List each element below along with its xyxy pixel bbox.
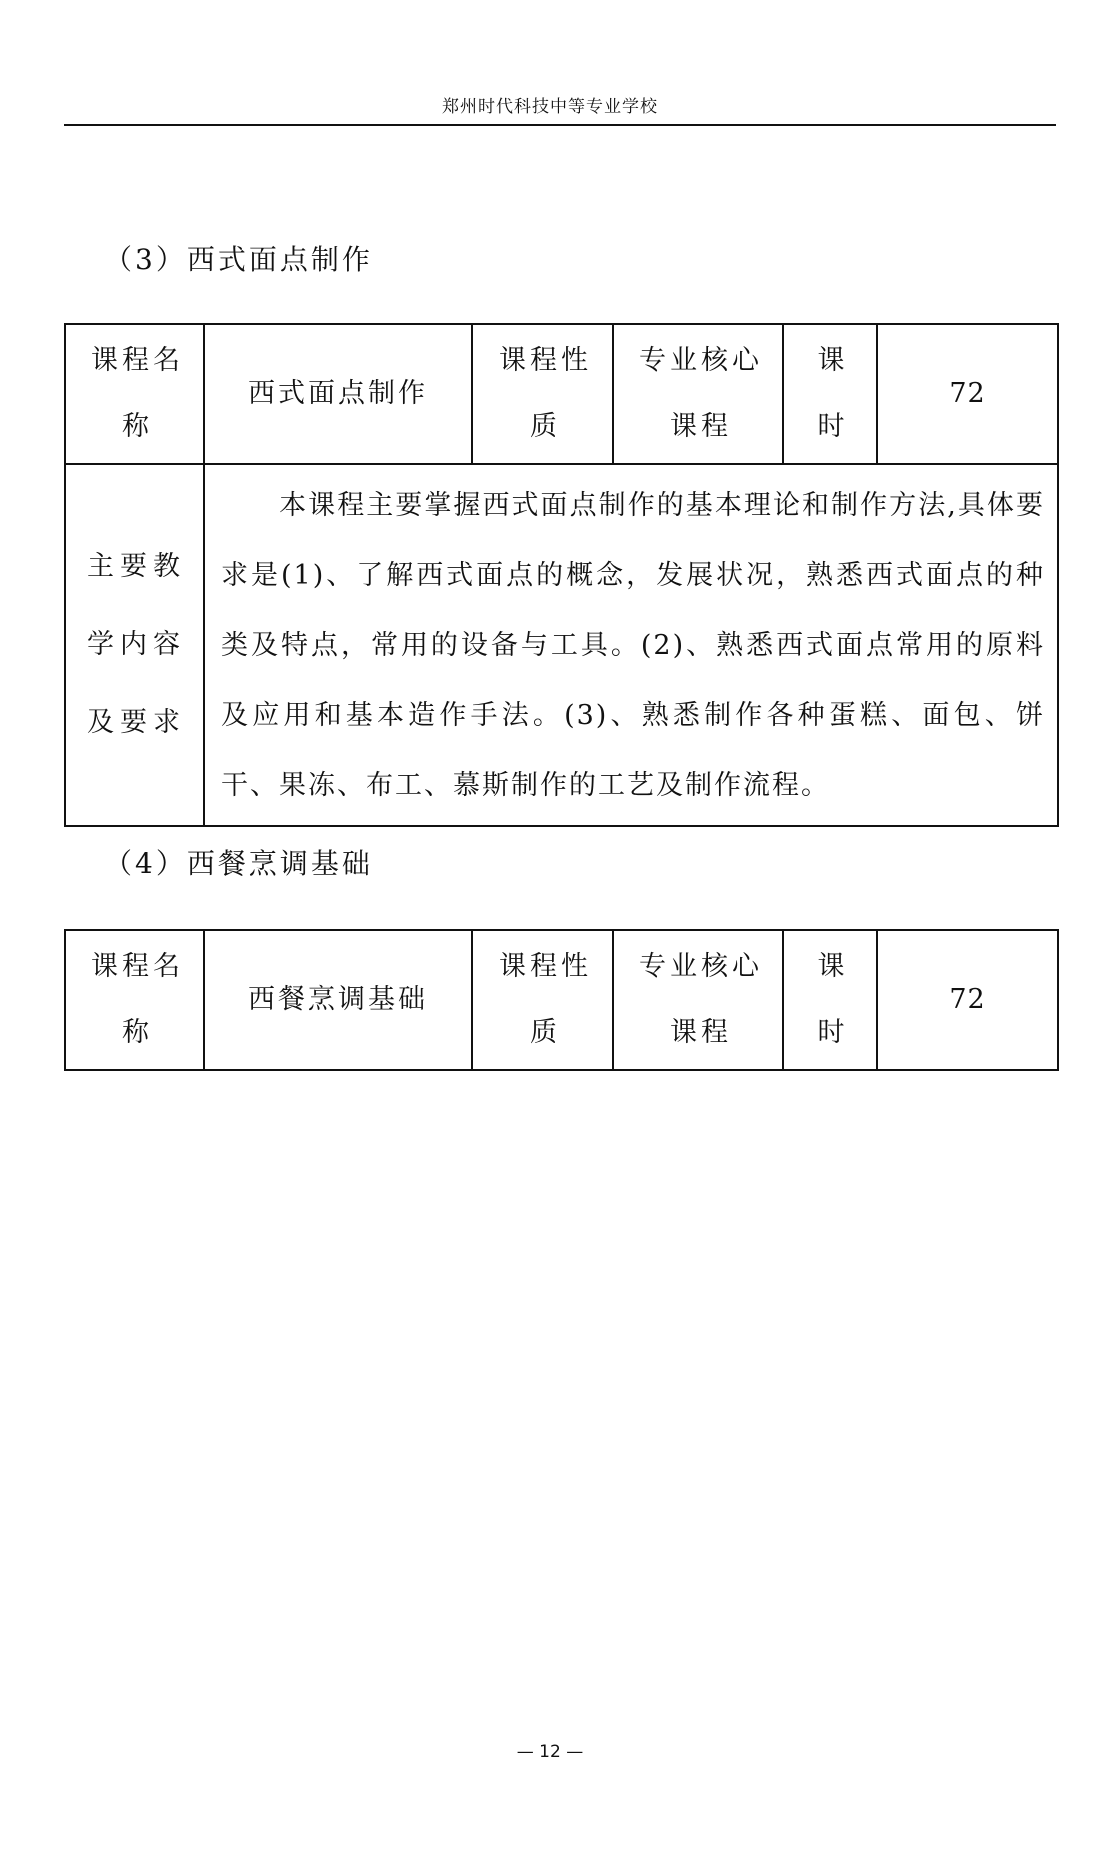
course-table-western-pastry	[64, 323, 1059, 827]
course-hours-value: 72	[877, 324, 1058, 464]
school-header: 郑州时代科技中等专业学校	[442, 97, 658, 117]
page-number: — 12 —	[516, 1742, 584, 1762]
section-title-western-cooking: （4）西餐烹调基础	[104, 847, 373, 880]
table-row	[65, 930, 1058, 1070]
course-hours-label: 课时	[783, 930, 877, 1070]
header-divider	[64, 124, 1056, 126]
course-name-value: 西餐烹调基础	[204, 930, 472, 1070]
course-name-value: 西式面点制作	[204, 324, 472, 464]
content-label: 主要教学内容及要求	[65, 464, 204, 826]
course-name-label: 课程名称	[65, 930, 204, 1070]
table-row	[65, 464, 1058, 826]
course-nature-label: 课程性质	[472, 324, 613, 464]
course-name-label: 课程名称	[65, 324, 204, 464]
course-nature-value: 专业核心课程	[613, 324, 783, 464]
content-text: 本课程主要掌握西式面点制作的基本理论和制作方法,具体要求是(1)、了解西式面点的概念，发展状况，熟悉西式面点的种类及特点，常用的设备与工具。(2)、熟悉西式面点常用的原料及应用和基本造作手法。(3)、熟悉制作各种蛋糕、面包、饼干、果冻、布工、慕斯制作的工艺及制作流程。	[204, 464, 1058, 826]
course-table-western-cooking	[64, 929, 1059, 1071]
section-title-western-pastry: （3）西式面点制作	[104, 243, 373, 276]
course-hours-label: 课时	[783, 324, 877, 464]
course-hours-value: 72	[877, 930, 1058, 1070]
course-nature-label: 课程性质	[472, 930, 613, 1070]
course-nature-value: 专业核心课程	[613, 930, 783, 1070]
table-row	[65, 324, 1058, 464]
